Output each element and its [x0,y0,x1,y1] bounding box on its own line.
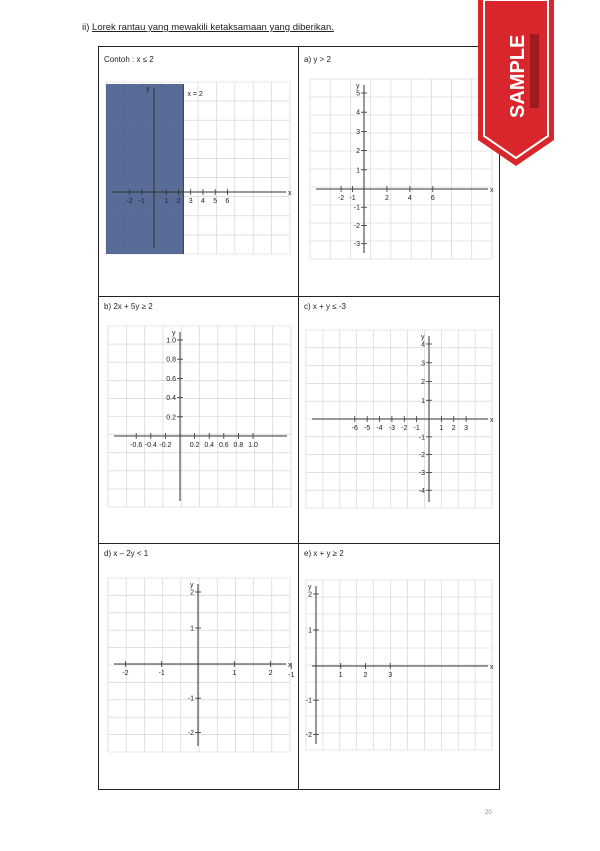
question-c-label: c) x + y ≤ -3 [304,302,346,311]
x-tick-label: 4 [200,198,205,205]
y-tick-label: -2 [187,729,194,737]
shaded-region [106,84,183,254]
x-tick-label: 1 [164,198,169,205]
boundary-annotation: x = 2 [187,91,203,98]
x-tick-label: 0.6 [218,442,229,449]
y-tick-label: 4 [356,109,360,117]
y-tick-label: -2 [353,222,360,230]
x-tick-label: 2 [176,198,181,205]
example-graph [106,82,290,254]
x-tick-label: 6 [225,198,230,205]
y-tick-label: 0.8 [166,356,176,364]
question-e-graph [288,580,494,750]
x-axis-name: x [288,190,292,197]
x-tick-label: 5 [213,198,218,205]
table-divider-vertical [298,46,299,790]
x-tick-label: 0.2 [189,442,200,449]
question-a-graph [310,79,492,259]
y-axis-name: y [172,330,176,337]
y-tick-label: 1 [421,397,425,405]
x-tick-label: 0.8 [233,442,244,449]
y-tick-label: 3 [356,128,360,136]
y-tick-label: -1 [353,204,360,212]
y-tick-label: -3 [418,469,425,477]
y-tick-label: 5 [356,90,360,98]
y-tick-label: 4 [421,341,425,349]
y-tick-label: 3 [421,360,425,368]
x-tick-label: -1 [288,672,295,679]
stamp-text: SAMPLE [507,34,529,118]
x-tick-label: -2 [401,425,408,432]
y-tick-label: 0.2 [166,414,176,422]
x-tick-label: -2 [337,195,345,202]
section-instruction: Lorek rantau yang mewakili ketaksamaan yang diberikan. [92,22,334,33]
page-number: 20 [485,810,492,816]
x-tick-label: 3 [388,672,393,679]
x-tick-label: -1 [158,670,165,677]
y-axis-name: y [190,582,194,589]
y-tick-label: -1 [418,434,425,442]
question-b-label: b) 2x + 5y ≥ 2 [104,302,153,311]
question-a-label: a) y > 2 [304,55,331,64]
y-tick-label: 2 [308,591,312,599]
x-tick-label: 0.4 [204,442,215,449]
y-axis-name: y [308,584,312,591]
x-tick-label: -0.4 [144,442,157,449]
x-tick-label: -1 [413,425,420,432]
section-heading [82,22,334,33]
x-tick-label: 2 [451,425,456,432]
x-tick-label: 1 [439,425,444,432]
x-tick-label: 1 [232,670,237,677]
x-tick-label: -4 [376,425,383,432]
sample-stamp [476,0,556,166]
x-tick-label: -1 [138,198,145,205]
y-tick-label: 2 [356,148,360,156]
x-axis-name: x [490,187,494,194]
y-axis-name: y [146,86,150,93]
x-tick-label: -2 [126,198,133,205]
x-tick-label: 4 [407,195,412,202]
x-tick-label: 2 [384,195,389,202]
x-tick-label: 2 [363,672,368,679]
x-axis-name: x [490,417,494,424]
y-tick-label: 1 [308,627,312,635]
y-tick-label: 1.0 [166,337,176,345]
question-d-graph [108,578,290,752]
y-tick-label: 1 [356,167,360,175]
table-divider-row-1 [98,296,500,297]
x-tick-label: -1 [349,195,356,202]
x-tick-label: -0.2 [159,442,172,449]
y-tick-label: 2 [421,379,425,386]
x-tick-label: -0.6 [130,442,143,449]
y-axis-name: y [421,334,425,341]
x-tick-label: 2 [268,670,273,677]
y-axis-name: y [356,83,360,90]
x-axis-name: x [288,662,292,669]
x-tick-label: -2 [122,670,129,677]
x-tick-label: 3 [188,198,193,205]
y-tick-label: 1 [190,625,194,633]
x-tick-label: -3 [388,425,396,432]
x-tick-label: 6 [430,195,435,202]
question-e-label: e) x + y ≥ 2 [304,549,344,558]
x-tick-label: 3 [464,425,469,432]
x-tick-label: -5 [364,425,371,432]
table-divider-row-2 [98,543,500,544]
y-tick-label: -3 [353,241,360,249]
example-label: Contoh : x ≤ 2 [104,55,154,64]
question-b-graph [108,326,291,507]
y-tick-label: 0.6 [166,375,176,383]
section-number: ii) [82,22,93,33]
y-tick-label: -2 [305,731,312,739]
question-c-graph [306,330,492,508]
y-tick-label: -1 [305,697,312,705]
y-tick-label: -1 [187,695,194,703]
y-tick-label: -4 [418,487,425,495]
x-tick-label: 1 [338,672,343,679]
x-tick-label: -6 [351,425,358,432]
y-tick-label: 0.4 [166,395,176,403]
x-tick-label: 1.0 [248,442,258,449]
x-axis-name: x [490,664,494,671]
y-tick-label: -2 [418,452,425,460]
question-d-label: d) x – 2y < 1 [104,549,149,558]
y-tick-label: 2 [190,589,194,597]
